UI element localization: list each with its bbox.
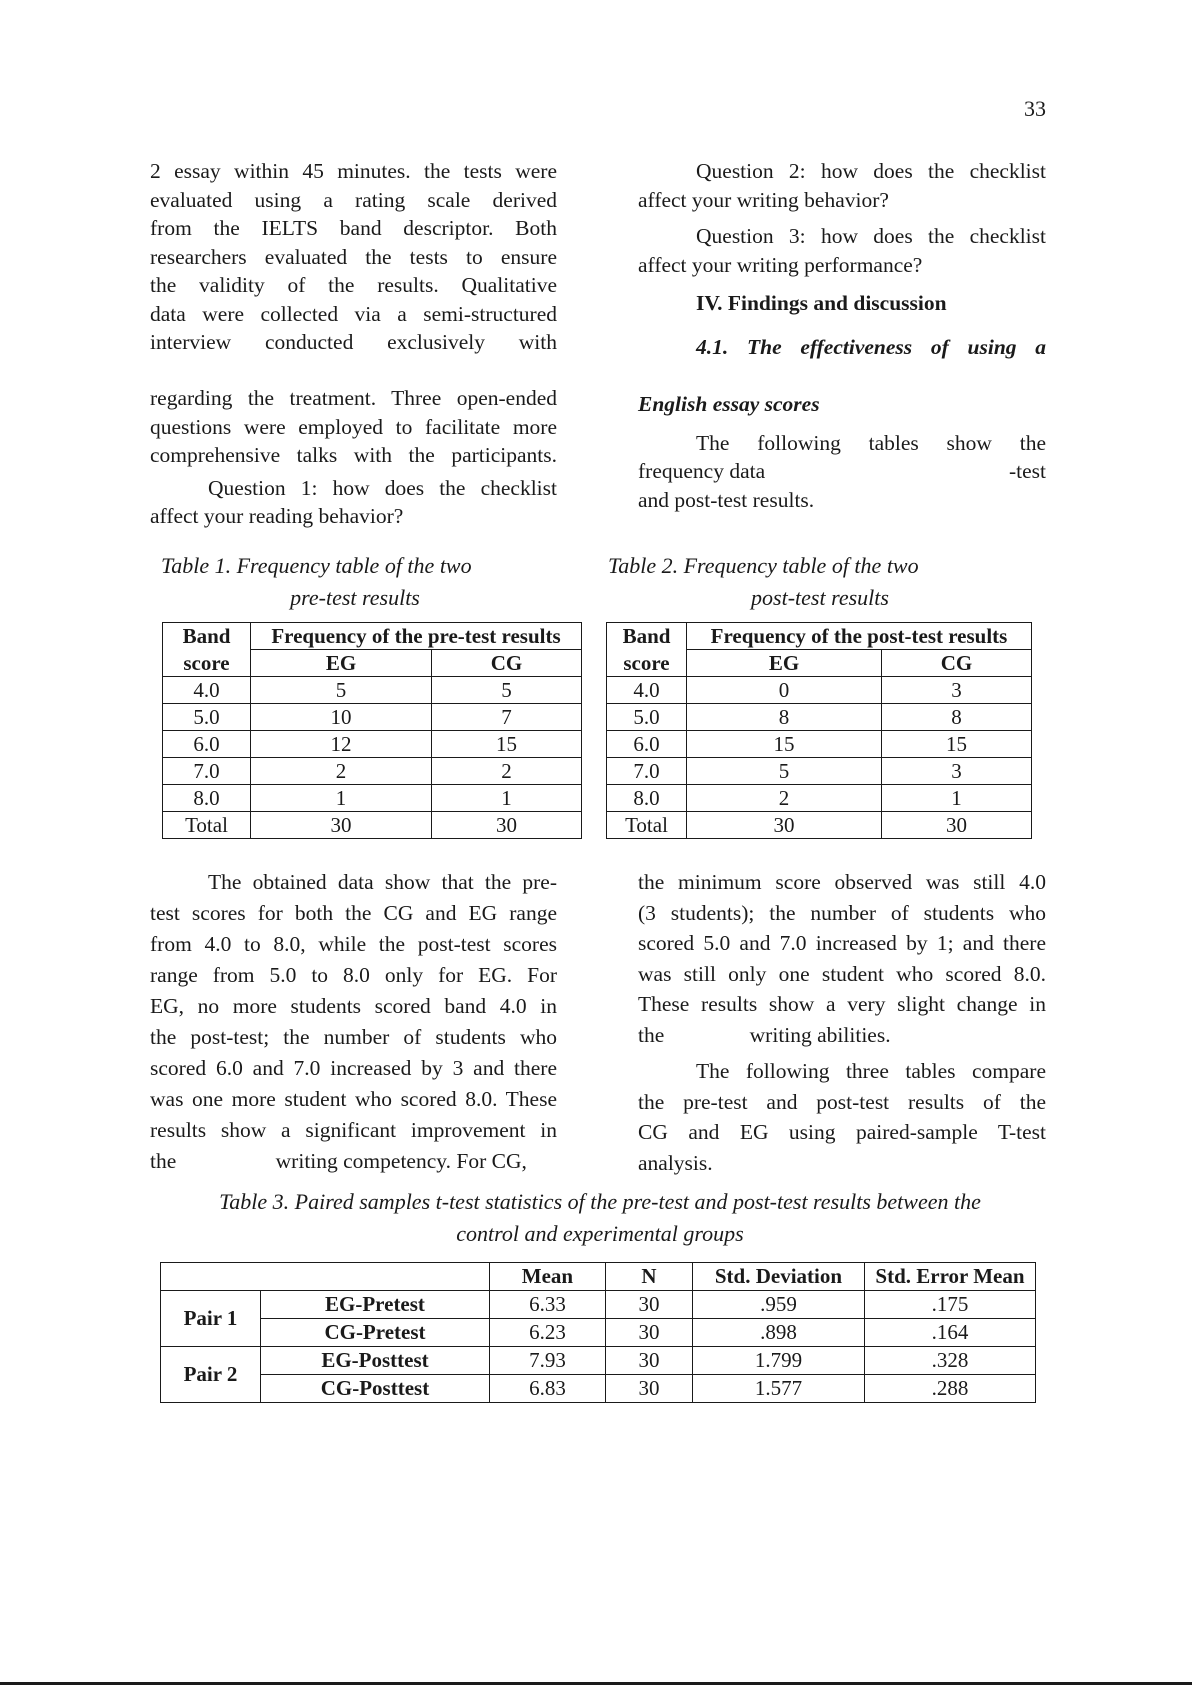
question-2: Question 2: how does the checklist	[696, 159, 1046, 183]
body-line: results show a significant improvement in	[150, 1118, 557, 1142]
body-line	[150, 1146, 557, 1177]
cell-eg: 8	[687, 704, 882, 731]
body-line: the validity of the results. Qualitative	[150, 273, 557, 297]
section-heading: IV. Findings and discussion	[696, 291, 947, 315]
left-column-para2	[150, 384, 557, 531]
table-3-caption	[150, 1186, 1050, 1250]
cell-cg: 3	[882, 758, 1032, 785]
question-1-cont: affect your reading behavior?	[150, 504, 404, 528]
table-row	[163, 785, 582, 812]
header-score: score	[163, 650, 251, 677]
table-header-row	[163, 623, 582, 650]
cell-band: 4.0	[163, 677, 251, 704]
cell-se: .164	[864, 1319, 1035, 1347]
body-line: scored 6.0 and 7.0 increased by 3 and there	[150, 1056, 557, 1080]
cell-sd: 1.799	[692, 1347, 864, 1375]
table-header-row	[163, 650, 582, 677]
table-row	[607, 785, 1032, 812]
cell-n: 30	[605, 1375, 692, 1403]
question-3-cont: affect your writing performance?	[638, 252, 923, 277]
body-line: test scores for both the CG and EG range	[150, 901, 557, 925]
cell-mean: 6.83	[489, 1375, 605, 1403]
table-row	[163, 704, 582, 731]
question-1: Question 1: how does the checklist	[208, 475, 557, 500]
body-line	[638, 457, 1046, 486]
cell-eg: 1	[251, 785, 432, 812]
cell-band: Total	[607, 812, 687, 839]
table-header-row	[161, 1263, 1036, 1291]
body-line: from the IELTS band descriptor. Both	[150, 216, 557, 240]
cell-eg: 2	[687, 785, 882, 812]
body-line: interview conducted exclusively with	[150, 330, 557, 354]
right-column-bottom	[638, 867, 1046, 1178]
body-fragment: the	[150, 1149, 177, 1173]
body-line: The obtained data show that the pre-	[208, 870, 557, 894]
cell-band: Total	[163, 812, 251, 839]
cell-cg: 30	[882, 812, 1032, 839]
body-fragment: frequency data	[638, 459, 766, 483]
body-line: the post-test; the number of students who	[150, 1025, 557, 1049]
cell-band: 4.0	[607, 677, 687, 704]
cell-sd: .959	[692, 1291, 864, 1319]
caption-line: control and experimental groups	[456, 1221, 744, 1246]
body-line: CG and EG using paired-sample T-test	[638, 1120, 1046, 1144]
cell-band: 8.0	[163, 785, 251, 812]
header-mean: Mean	[489, 1263, 605, 1291]
cell-eg: 5	[251, 677, 432, 704]
body-fragment: -test	[1008, 459, 1046, 483]
right-column-top	[638, 157, 1046, 514]
table-header-row	[607, 650, 1032, 677]
left-column-top	[150, 157, 557, 357]
table-2-caption	[605, 550, 1025, 614]
body-line: The following tables show the	[696, 430, 1046, 455]
body-line: was one more student who scored 8.0. These	[150, 1087, 557, 1111]
table-row	[607, 704, 1032, 731]
header-cg: CG	[882, 650, 1032, 677]
header-band: Band	[607, 623, 687, 650]
cell-eg: 12	[251, 731, 432, 758]
body-line: was still only one student who scored 8.0.	[638, 961, 1046, 986]
body-line: analysis.	[638, 1150, 713, 1175]
cell-eg: 30	[687, 812, 882, 839]
caption-line: post-test results	[751, 585, 889, 610]
table-row	[163, 758, 582, 785]
header-std-error-mean: Std. Error Mean	[864, 1263, 1035, 1291]
body-line: comprehensive talks with the participants.	[150, 443, 557, 467]
body-fragment: writing competency. For CG,	[275, 1149, 527, 1173]
caption-line: Table 2. Frequency table of the two	[608, 553, 919, 578]
table-header-row	[607, 623, 1032, 650]
body-line: researchers evaluated the tests to ensure	[150, 244, 557, 269]
body-line: scored 5.0 and 7.0 increased by 1; and there	[638, 931, 1046, 955]
table-row	[607, 677, 1032, 704]
cell-cg: 1	[882, 785, 1032, 812]
cell-eg: 30	[251, 812, 432, 839]
body-line: questions were employed to facilitate more	[150, 414, 557, 439]
cell-eg: 10	[251, 704, 432, 731]
cell-eg: 0	[687, 677, 882, 704]
table-row	[161, 1347, 1036, 1375]
body-fragment: the	[638, 1022, 665, 1047]
body-line: These results show a very slight change in	[638, 992, 1046, 1016]
cell-sd: .898	[692, 1319, 864, 1347]
cell-se: .328	[864, 1347, 1035, 1375]
header-n: N	[605, 1263, 692, 1291]
pair-label: Pair 1	[161, 1291, 261, 1347]
table-row	[607, 812, 1032, 839]
cell-band: 5.0	[607, 704, 687, 731]
cell-band: 8.0	[607, 785, 687, 812]
caption-line: pre-test results	[290, 585, 420, 610]
cell-cg: 15	[882, 731, 1032, 758]
cell-n: 30	[605, 1347, 692, 1375]
row-name: CG-Posttest	[261, 1375, 490, 1403]
cell-cg: 5	[432, 677, 582, 704]
header-frequency: Frequency of the post-test results	[687, 623, 1032, 650]
pair-label: Pair 2	[161, 1347, 261, 1403]
table-1-caption	[150, 550, 560, 614]
body-line: the minimum score observed was still 4.0	[638, 870, 1046, 894]
table-3	[160, 1262, 1036, 1403]
header-frequency: Frequency of the pre-test results	[251, 623, 582, 650]
body-line: from 4.0 to 8.0, while the post-test scores	[150, 932, 557, 956]
body-line	[638, 1020, 1046, 1051]
table-row	[163, 731, 582, 758]
caption-line: Table 3. Paired samples t-test statistics of the pre-test and post-test results between the	[219, 1189, 981, 1214]
body-fragment: writing abilities.	[749, 1022, 891, 1047]
table-row	[163, 677, 582, 704]
cell-se: .175	[864, 1291, 1035, 1319]
body-line: the pre-test and post-test results of the	[638, 1089, 1046, 1114]
table-row	[161, 1375, 1036, 1403]
question-3: Question 3: how does the checklist	[696, 224, 1046, 248]
cell-cg: 15	[432, 731, 582, 758]
header-eg: EG	[251, 650, 432, 677]
cell-mean: 7.93	[489, 1347, 605, 1375]
question-2-cont: affect your writing behavior?	[638, 187, 889, 212]
row-name: CG-Pretest	[261, 1319, 490, 1347]
cell-band: 5.0	[163, 704, 251, 731]
table-row	[161, 1291, 1036, 1319]
body-line: data were collected via a semi-structured	[150, 301, 557, 326]
body-line: range from 5.0 to 8.0 only for EG. For	[150, 963, 557, 987]
body-line: (3 students); the number of students who	[638, 900, 1046, 925]
cell-n: 30	[605, 1319, 692, 1347]
table-1	[162, 622, 582, 839]
left-column-bottom	[150, 867, 557, 1177]
cell-mean: 6.23	[489, 1319, 605, 1347]
body-line: The following three tables compare	[696, 1059, 1046, 1083]
cell-cg: 30	[432, 812, 582, 839]
cell-band: 7.0	[163, 758, 251, 785]
table-row	[607, 758, 1032, 785]
cell-mean: 6.33	[489, 1291, 605, 1319]
row-name: EG-Posttest	[261, 1347, 490, 1375]
cell-cg: 3	[882, 677, 1032, 704]
body-line: evaluated using a rating scale derived	[150, 187, 557, 212]
cell-n: 30	[605, 1291, 692, 1319]
cell-band: 6.0	[607, 731, 687, 758]
table-2	[606, 622, 1032, 839]
cell-cg: 7	[432, 704, 582, 731]
subsection-heading: 4.1. The effectiveness of using a	[696, 334, 1046, 359]
cell-se: .288	[864, 1375, 1035, 1403]
subsection-heading-cont: English essay scores	[638, 392, 820, 416]
table-row	[161, 1319, 1036, 1347]
header-eg: EG	[687, 650, 882, 677]
cell-cg: 2	[432, 758, 582, 785]
cell-band: 7.0	[607, 758, 687, 785]
header-empty	[161, 1263, 490, 1291]
header-cg: CG	[432, 650, 582, 677]
body-line: 2 essay within 45 minutes. the tests were	[150, 159, 557, 183]
body-line: and post-test results.	[638, 487, 815, 512]
cell-band: 6.0	[163, 731, 251, 758]
cell-cg: 8	[882, 704, 1032, 731]
cell-cg: 1	[432, 785, 582, 812]
header-band: Band	[163, 623, 251, 650]
table-row	[163, 812, 582, 839]
table-row	[607, 731, 1032, 758]
header-std-deviation: Std. Deviation	[692, 1263, 864, 1291]
cell-eg: 15	[687, 731, 882, 758]
header-score: score	[607, 650, 687, 677]
cell-sd: 1.577	[692, 1375, 864, 1403]
page-number: 33	[1024, 96, 1046, 121]
body-line: regarding the treatment. Three open-ended	[150, 386, 557, 410]
row-name: EG-Pretest	[261, 1291, 490, 1319]
caption-line: Table 1. Frequency table of the two	[161, 553, 472, 578]
cell-eg: 2	[251, 758, 432, 785]
body-line: EG, no more students scored band 4.0 in	[150, 994, 557, 1018]
cell-eg: 5	[687, 758, 882, 785]
